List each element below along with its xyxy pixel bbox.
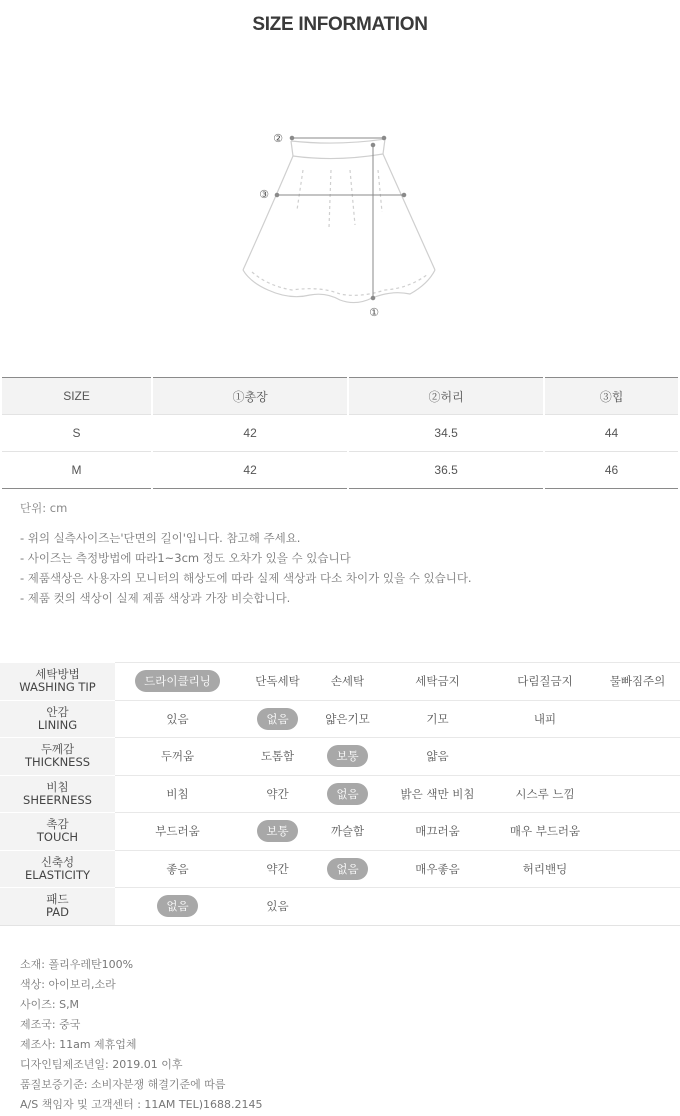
header-waist: ②허리 [348, 378, 544, 415]
fabric-option-label: 세탁금지 [415, 674, 460, 689]
cell-waist: 34.5 [348, 415, 544, 452]
product-info-list [20, 955, 263, 1115]
fabric-option [240, 700, 315, 738]
cell-length: 42 [152, 452, 348, 489]
fabric-option-label: 기모 [426, 711, 449, 726]
fabric-option-label: 밝은 색만 비침 [400, 786, 475, 801]
fabric-option-label: 얇음 [426, 749, 449, 764]
fabric-row-label [0, 663, 115, 701]
fabric-option [380, 700, 495, 738]
fabric-label-ko: 신축성 [40, 854, 75, 869]
fabric-option [495, 775, 595, 813]
size-table-header [1, 378, 679, 415]
fabric-row-label [0, 775, 115, 813]
fabric-info-table [0, 662, 680, 926]
fabric-row-label [0, 888, 115, 926]
fabric-option-label: 단독세탁 [255, 674, 300, 689]
fabric-label-en: THICKNESS [24, 755, 91, 770]
fabric-option-label: 매끄러움 [415, 824, 460, 839]
cell-hip: 46 [544, 452, 679, 489]
note-item: - 제품 컷의 색상이 실제 제품 색상과 가장 비슷합니다. [20, 591, 291, 605]
fabric-option-label: 시스루 느낌 [515, 786, 575, 801]
fabric-row [0, 813, 680, 851]
info-cs: A/S 책임자 및 고객센터 : 11AM TEL)1688.2145 [20, 1098, 263, 1111]
fabric-option-label: 도톰함 [260, 749, 295, 764]
fabric-option [115, 775, 240, 813]
fabric-option [495, 888, 595, 926]
fabric-label-en: TOUCH [36, 830, 79, 845]
fabric-option [595, 663, 680, 701]
fabric-option [595, 813, 680, 851]
fabric-option-label: 두꺼움 [160, 749, 195, 764]
fabric-option-label: 비침 [166, 786, 189, 801]
fabric-row [0, 775, 680, 813]
unit-label: 단위: cm [20, 501, 68, 515]
fabric-option [315, 663, 380, 701]
fabric-label-ko: 비침 [46, 779, 69, 794]
fabric-option [115, 888, 240, 926]
fabric-option-label: 까슬함 [330, 824, 365, 839]
skirt-diagram [236, 120, 446, 330]
fabric-option [115, 738, 240, 776]
fabric-option [315, 850, 380, 888]
cell-size: M [1, 452, 152, 489]
fabric-option-label: 물빠짐주의 [609, 674, 666, 689]
note-item: - 위의 실측사이즈는'단면의 길이'입니다. 참고해 주세요. [20, 531, 301, 545]
fabric-option [240, 775, 315, 813]
fabric-option-label: 허리밴딩 [522, 861, 568, 876]
fabric-option-selected: 드라이클리닝 [135, 670, 220, 692]
fabric-option-selected: 없음 [157, 895, 197, 917]
fabric-option [595, 888, 680, 926]
fabric-option [240, 850, 315, 888]
fabric-option-label: 있음 [166, 711, 189, 726]
fabric-option-label: 있음 [266, 899, 289, 914]
fabric-row [0, 663, 680, 701]
fabric-option [240, 738, 315, 776]
fabric-row [0, 700, 680, 738]
fabric-option [495, 663, 595, 701]
page-title: SIZE INFORMATION [252, 14, 428, 35]
fabric-row [0, 738, 680, 776]
fabric-label-en: LINING [37, 717, 78, 732]
info-country: 제조국: 중국 [20, 1018, 81, 1031]
fabric-option-label: 부드러움 [155, 824, 200, 839]
notes-list [20, 528, 472, 608]
fabric-row [0, 888, 680, 926]
fabric-option [495, 738, 595, 776]
note-item: - 제품색상은 사용자의 모니터의 해상도에 따라 실제 색상과 다소 차이가 있을 수 있습니다. [20, 571, 472, 585]
fabric-option-label: 다림질금지 [517, 674, 573, 689]
fabric-option-label: 내피 [533, 711, 557, 726]
fabric-option [115, 850, 240, 888]
fabric-row [0, 850, 680, 888]
fabric-label-ko: 촉감 [46, 817, 69, 832]
fabric-option [315, 775, 380, 813]
fabric-option [380, 888, 495, 926]
fabric-option [595, 700, 680, 738]
header-size: SIZE [1, 378, 152, 415]
fabric-option-selected: 없음 [327, 783, 367, 805]
fabric-option-label: 약간 [266, 786, 289, 801]
info-date: 디자인팀제조년일: 2019.01 이후 [20, 1058, 183, 1071]
fabric-option [115, 700, 240, 738]
marker-waist: ② [273, 132, 283, 145]
fabric-option [115, 813, 240, 851]
fabric-option [495, 813, 595, 851]
info-manufacturer: 제조사: 11am 제휴업체 [20, 1038, 137, 1051]
fabric-option-label: 약간 [266, 861, 289, 876]
header-hip: ③힙 [544, 378, 679, 415]
info-material: 소재: 폴리우레탄100% [20, 958, 134, 971]
fabric-option [380, 775, 495, 813]
note-item: - 사이즈는 측정방법에 따라1~3cm 정도 오차가 있을 수 있습니다 [20, 551, 351, 565]
cell-hip: 44 [544, 415, 679, 452]
fabric-option-label: 좋음 [166, 861, 189, 876]
marker-length: ① [369, 306, 379, 319]
table-row [1, 415, 679, 452]
fabric-option [595, 775, 680, 813]
info-color: 색상: 아이보리,소라 [20, 978, 116, 991]
fabric-label-ko: 패드 [46, 892, 69, 907]
fabric-option [240, 813, 315, 851]
fabric-option-selected: 없음 [257, 708, 297, 730]
fabric-option [495, 700, 595, 738]
cell-length: 42 [152, 415, 348, 452]
fabric-option-label: 손세탁 [330, 674, 365, 689]
fabric-option [315, 700, 380, 738]
fabric-label-ko: 안감 [46, 704, 69, 719]
marker-hip: ③ [259, 188, 269, 201]
fabric-option [315, 738, 380, 776]
info-sizes: 사이즈: S,M [20, 998, 80, 1011]
cell-waist: 36.5 [348, 452, 544, 489]
fabric-option [595, 738, 680, 776]
fabric-option-label: 매우 부드러움 [509, 824, 581, 839]
fabric-row-label [0, 738, 115, 776]
fabric-option [380, 813, 495, 851]
fabric-option-selected: 보통 [327, 745, 367, 767]
fabric-option [380, 663, 495, 701]
fabric-label-en: ELASTICITY [25, 867, 90, 882]
fabric-option [315, 813, 380, 851]
cell-size: S [1, 415, 152, 452]
fabric-option [495, 850, 595, 888]
fabric-option-selected: 없음 [327, 858, 367, 880]
fabric-label-ko: 세탁방법 [35, 667, 80, 682]
fabric-option [380, 738, 495, 776]
fabric-option-selected: 보통 [257, 820, 297, 842]
fabric-option-label: 얇은기모 [325, 711, 370, 726]
table-row [1, 452, 679, 489]
fabric-row-label [0, 813, 115, 851]
header-length: ①총장 [152, 378, 348, 415]
fabric-label-en: WASHING TIP [19, 680, 96, 695]
fabric-row-label [0, 850, 115, 888]
fabric-label-ko: 두께감 [40, 742, 75, 757]
info-warranty: 품질보증기준: 소비자분쟁 해결기준에 따름 [20, 1078, 226, 1091]
fabric-option [240, 663, 315, 701]
fabric-option [315, 888, 380, 926]
size-table [0, 377, 680, 489]
fabric-option [380, 850, 495, 888]
fabric-option [240, 888, 315, 926]
fabric-label-en: PAD [46, 905, 69, 920]
fabric-option [115, 663, 240, 701]
fabric-option [595, 850, 680, 888]
fabric-label-en: SHEERNESS [23, 792, 92, 807]
fabric-row-label [0, 700, 115, 738]
fabric-option-label: 매우좋음 [415, 861, 460, 876]
